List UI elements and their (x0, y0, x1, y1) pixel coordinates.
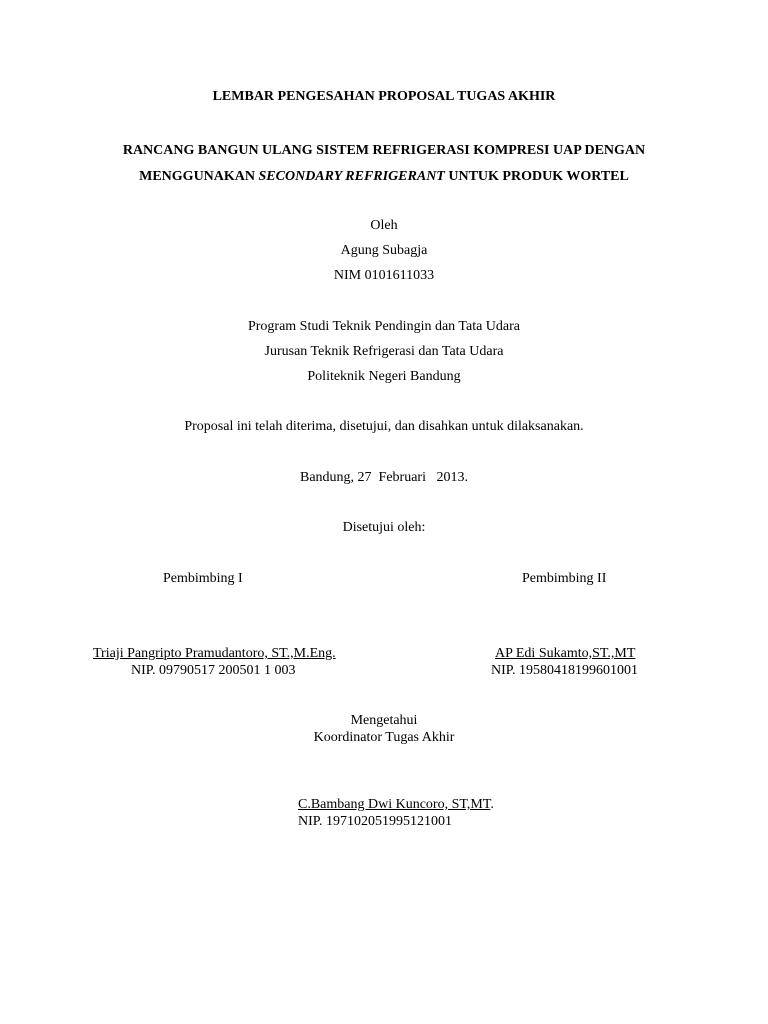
thesis-title-line-1: RANCANG BANGUN ULANG SISTEM REFRIGERASI KOMPRESI UAP DENGAN (122, 143, 646, 158)
thesis-title-line-2 (0, 169, 768, 185)
thesis-title-line-2-end: UNTUK PRODUK WORTEL (444, 169, 629, 184)
by-label: Oleh (370, 218, 398, 233)
department: Jurusan Teknik Refrigerasi dan Tata Udara (264, 344, 504, 359)
place-date: Bandung, 27 Februari 2013. (300, 470, 468, 485)
coordinator-name: C.Bambang Dwi Kuncoro, ST,MT (298, 797, 491, 812)
supervisor-2-name: AP Edi Sukamto,ST.,MT (495, 646, 636, 661)
thesis-title-italic: SECONDARY REFRIGERANT (258, 169, 445, 184)
thesis-title-line-2-start: MENGGUNAKAN (139, 169, 259, 184)
acknowledged-label: Mengetahui (350, 713, 418, 728)
approval-statement: Proposal ini telah diterima, disetujui, dan disahkan untuk dilaksanakan. (184, 419, 584, 434)
supervisor-1-role: Pembimbing I (163, 571, 243, 586)
author-name: Agung Subagja (340, 243, 428, 258)
supervisor-1-nip: NIP. 09790517 200501 1 003 (131, 663, 296, 678)
author-nim: NIM 0101611033 (333, 268, 435, 283)
coordinator-role: Koordinator Tugas Akhir (313, 730, 455, 745)
supervisor-1-name: Triaji Pangripto Pramudantoro, ST.,M.Eng. (93, 646, 336, 661)
coordinator-name-suffix: . (490, 797, 494, 812)
page-heading: LEMBAR PENGESAHAN PROPOSAL TUGAS AKHIR (212, 89, 556, 104)
supervisor-2-nip: NIP. 19580418199601001 (491, 663, 639, 678)
institution: Politeknik Negeri Bandung (307, 369, 461, 384)
study-program: Program Studi Teknik Pendingin dan Tata Udara (247, 319, 521, 334)
coordinator-name-line (298, 797, 494, 813)
supervisor-2-role: Pembimbing II (522, 571, 607, 586)
approved-by-label: Disetujui oleh: (342, 520, 426, 535)
coordinator-nip: NIP. 197102051995121001 (298, 814, 453, 829)
